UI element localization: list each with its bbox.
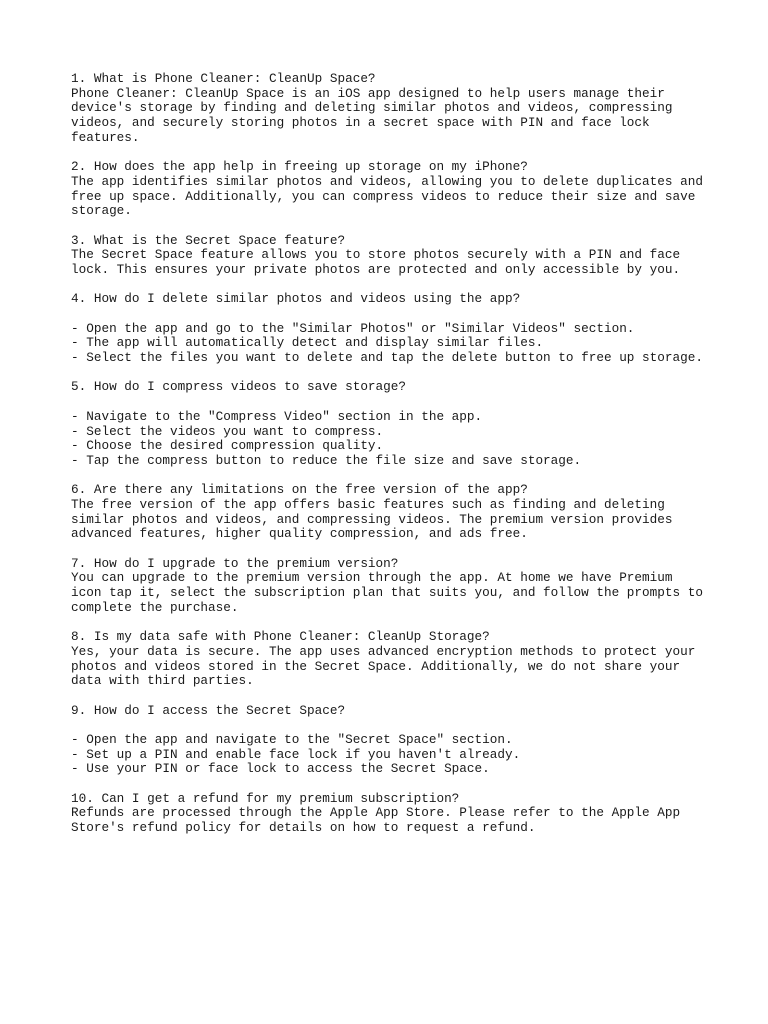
faq-question: 3. What is the Secret Space feature? (71, 232, 346, 248)
faq-answer-line: features. (71, 129, 140, 145)
faq-answer-line: advanced features, higher quality compression, and ads free. (71, 526, 528, 542)
faq-question: 1. What is Phone Cleaner: CleanUp Space? (71, 71, 376, 86)
faq-answer-line: photos and videos stored in the Secret Space. Additionally, we do not share your (71, 658, 681, 674)
faq-answer-line: complete the purchase. (71, 599, 239, 615)
faq-answer-line: Phone Cleaner: CleanUp Space is an iOS app designed to help users manage their (71, 85, 665, 101)
faq-question: 6. Are there any limitations on the free version of the app? (71, 482, 528, 498)
faq-document (71, 72, 731, 836)
faq-item-1 (71, 72, 731, 145)
faq-answer-line: free up space. Additionally, you can compress videos to reduce their size and save (71, 188, 696, 204)
faq-step: - Use your PIN or face lock to access the Secret Space. (71, 761, 490, 777)
faq-question: 4. How do I delete similar photos and videos using the app? (71, 291, 521, 307)
faq-answer-line: You can upgrade to the premium version through the app. At home we have Premium (71, 570, 673, 586)
spacer (71, 469, 731, 484)
faq-item-4 (71, 292, 731, 365)
faq-item-9 (71, 704, 731, 777)
faq-answer-line: Refunds are processed through the Apple App Store. Please refer to the Apple App (71, 805, 681, 821)
faq-answer-line: videos, and securely storing photos in a secret space with PIN and face lock (71, 115, 650, 131)
faq-answer-line: The app identifies similar photos and videos, allowing you to delete duplicates and (71, 173, 703, 189)
spacer (71, 366, 731, 381)
faq-question: 10. Can I get a refund for my premium subscription? (71, 790, 460, 806)
faq-answer-line: The free version of the app offers basic features such as finding and deleting (71, 496, 665, 512)
faq-answer-line: storage. (71, 203, 132, 219)
faq-answer-line: data with third parties. (71, 673, 254, 689)
spacer (71, 307, 731, 322)
faq-step: - Open the app and go to the "Similar Photos" or "Similar Videos" section. (71, 320, 635, 336)
spacer (71, 145, 731, 160)
faq-step: - Choose the desired compression quality. (71, 438, 384, 454)
faq-item-10 (71, 792, 731, 836)
faq-question: 9. How do I access the Secret Space? (71, 702, 346, 718)
spacer (71, 219, 731, 234)
faq-step: - Select the files you want to delete and tap the delete button to free up storage. (71, 350, 703, 366)
faq-answer-line: similar photos and videos, and compressing videos. The premium version provides (71, 511, 673, 527)
faq-step: - Select the videos you want to compress. (71, 423, 384, 439)
faq-step: - Tap the compress button to reduce the file size and save storage. (71, 452, 582, 468)
faq-question: 5. How do I compress videos to save storage? (71, 379, 407, 395)
faq-item-7 (71, 557, 731, 616)
faq-step: - Navigate to the "Compress Video" section in the app. (71, 408, 483, 424)
faq-question: 2. How does the app help in freeing up storage on my iPhone? (71, 159, 528, 175)
faq-answer-line: icon tap it, select the subscription plan that suits you, and follow the prompts to (71, 585, 703, 601)
faq-question: 8. Is my data safe with Phone Cleaner: CleanUp Storage? (71, 629, 490, 645)
faq-step: - Set up a PIN and enable face lock if you haven't already. (71, 746, 521, 762)
spacer (71, 718, 731, 733)
faq-step: - The app will automatically detect and display similar files. (71, 335, 544, 351)
spacer (71, 689, 731, 704)
spacer (71, 615, 731, 630)
spacer (71, 777, 731, 792)
faq-question: 7. How do I upgrade to the premium version? (71, 555, 399, 571)
spacer (71, 278, 731, 293)
faq-item-2 (71, 160, 731, 219)
spacer (71, 395, 731, 410)
faq-answer-line: lock. This ensures your private photos are protected and only accessible by you. (71, 261, 681, 277)
faq-item-8 (71, 630, 731, 689)
faq-item-3 (71, 234, 731, 278)
faq-item-6 (71, 483, 731, 542)
spacer (71, 542, 731, 557)
faq-answer-line: The Secret Space feature allows you to store photos securely with a PIN and face (71, 247, 681, 263)
faq-step: - Open the app and navigate to the "Secret Space" section. (71, 731, 513, 747)
faq-item-5 (71, 380, 731, 468)
faq-answer-line: Yes, your data is secure. The app uses advanced encryption methods to protect your (71, 643, 696, 659)
faq-answer-line: Store's refund policy for details on how to request a refund. (71, 820, 536, 836)
faq-answer-line: device's storage by finding and deleting similar photos and videos, compressing (71, 100, 673, 116)
